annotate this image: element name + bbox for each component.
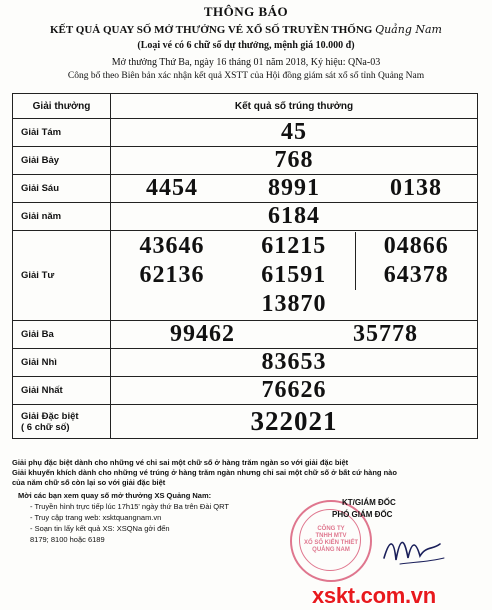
prize-label: Giải Nhất <box>13 377 111 405</box>
prize-number: 0138 <box>390 175 442 201</box>
prize-label: Giải Tư <box>13 231 111 321</box>
prize-label: Giải Nhì <box>13 349 111 377</box>
info-item: 8179; 8100 hoặc 6189 <box>30 535 105 544</box>
prize-row-g4 <box>13 231 478 321</box>
prize-row-g2 <box>13 349 478 377</box>
prize-row-g8 <box>13 119 478 147</box>
document-subtitle <box>0 23 492 36</box>
prize-number: 45 <box>111 119 478 147</box>
note-line: Giải khuyến khích dành cho những vé trúng ở hàng trăm ngàn nhưng chỉ sai một chữ số ở bất cứ hàng nào <box>12 468 397 477</box>
prize-numbers-cell <box>111 175 478 203</box>
prize-numbers <box>111 232 477 319</box>
prize-number: 61591 <box>261 262 327 288</box>
prize-label: Giải Bảy <box>13 147 111 175</box>
prize-label: Giải năm <box>13 203 111 231</box>
subtitle-text: KẾT QUẢ QUAY SỐ MỞ THƯỞNG VÉ XỔ SỐ TRUYỀN THỐNG <box>50 24 373 36</box>
prize-label: Giải Sáu <box>13 175 111 203</box>
prize-label: Giải Tám <box>13 119 111 147</box>
info-item: - Truyền hình trực tiếp lúc 17h15' ngày thứ Ba trên Đài QRT <box>30 502 229 511</box>
prize-numbers-cell <box>111 231 478 321</box>
prize-number: 6184 <box>111 203 478 231</box>
table-header-row <box>13 94 478 119</box>
brand-watermark: xskt.com.vn <box>312 583 436 608</box>
prize-row-g6 <box>13 175 478 203</box>
ticket-info: (Loại vé có 6 chữ số dự thưởng, mệnh giá 10.000 đ) <box>137 40 355 51</box>
announcement: Công bố theo Biên bản xác nhận kết quả XSTT của Hội đồng giám sát xổ số tỉnh Quảng Nam <box>67 71 425 81</box>
prize-row-g7 <box>13 147 478 175</box>
prize-number: 8991 <box>268 175 320 201</box>
results-table <box>12 93 478 439</box>
header-result: Kết quả số trúng thưởng <box>111 94 478 119</box>
prize-number: 768 <box>111 147 478 175</box>
prize-number: 62136 <box>139 262 205 288</box>
special-label: Giải Đặc biệt <box>21 410 79 422</box>
sign-line1: KT/GIÁM ĐỐC <box>342 498 396 507</box>
note-line: Giải phụ đặc biệt dành cho những vé chỉ sai một chữ số ở hàng trăm ngàn so với giải đặc biệt <box>12 458 349 467</box>
handwritten-signature <box>380 528 450 568</box>
draw-info: Mở thưởng Thứ Ba, ngày 16 tháng 01 năm 2018, Ký hiệu: QNa-03 <box>111 57 381 68</box>
prize-number: 4454 <box>146 175 198 201</box>
prize-number: 13870 <box>261 291 327 317</box>
document-title: THÔNG BÁO <box>203 4 289 19</box>
prize-number: 35778 <box>353 321 418 347</box>
special-label-sub: ( 6 chữ số) <box>21 421 70 433</box>
prize-numbers <box>111 321 477 348</box>
sign-line2: PHÓ GIÁM ĐỐC <box>332 510 393 519</box>
prize-row-special <box>13 405 478 439</box>
prize-number: 83653 <box>111 349 478 377</box>
prize-number: 99462 <box>170 321 235 347</box>
prize-numbers <box>111 175 477 202</box>
signature-block <box>312 497 396 521</box>
note-line: của năm chữ số còn lại so với giải đặc biệt <box>12 478 166 487</box>
prize-number: 04866 <box>355 232 477 261</box>
prize-row-g1 <box>13 377 478 405</box>
info-item: - Soạn tin lấy kết quả XS: XSQNa gởi đến <box>30 524 170 533</box>
prize-number: 64378 <box>355 261 477 290</box>
seal-text: CÔNG TY TNHH MTV XỔ SỐ KIẾN THIẾT QUẢNG NAM <box>303 526 358 553</box>
special-prize-number: 322021 <box>111 405 478 439</box>
prize-numbers-cell <box>111 321 478 349</box>
prize-label <box>13 405 111 439</box>
prize-number: 76626 <box>111 377 478 405</box>
prize-row-g5 <box>13 203 478 231</box>
province-name: Quảng Nam <box>375 23 442 36</box>
prize-number: 61215 <box>261 233 327 259</box>
prize-row-g3 <box>13 321 478 349</box>
prize-label: Giải Ba <box>13 321 111 349</box>
header-prize: Giải thưởng <box>13 94 111 119</box>
prize-number: 43646 <box>139 233 205 259</box>
info-item: - Truy cập trang web: xsktquangnam.vn <box>30 513 162 522</box>
info-heading: Mời các bạn xem quay số mở thưởng XS Quảng Nam: <box>18 491 212 500</box>
